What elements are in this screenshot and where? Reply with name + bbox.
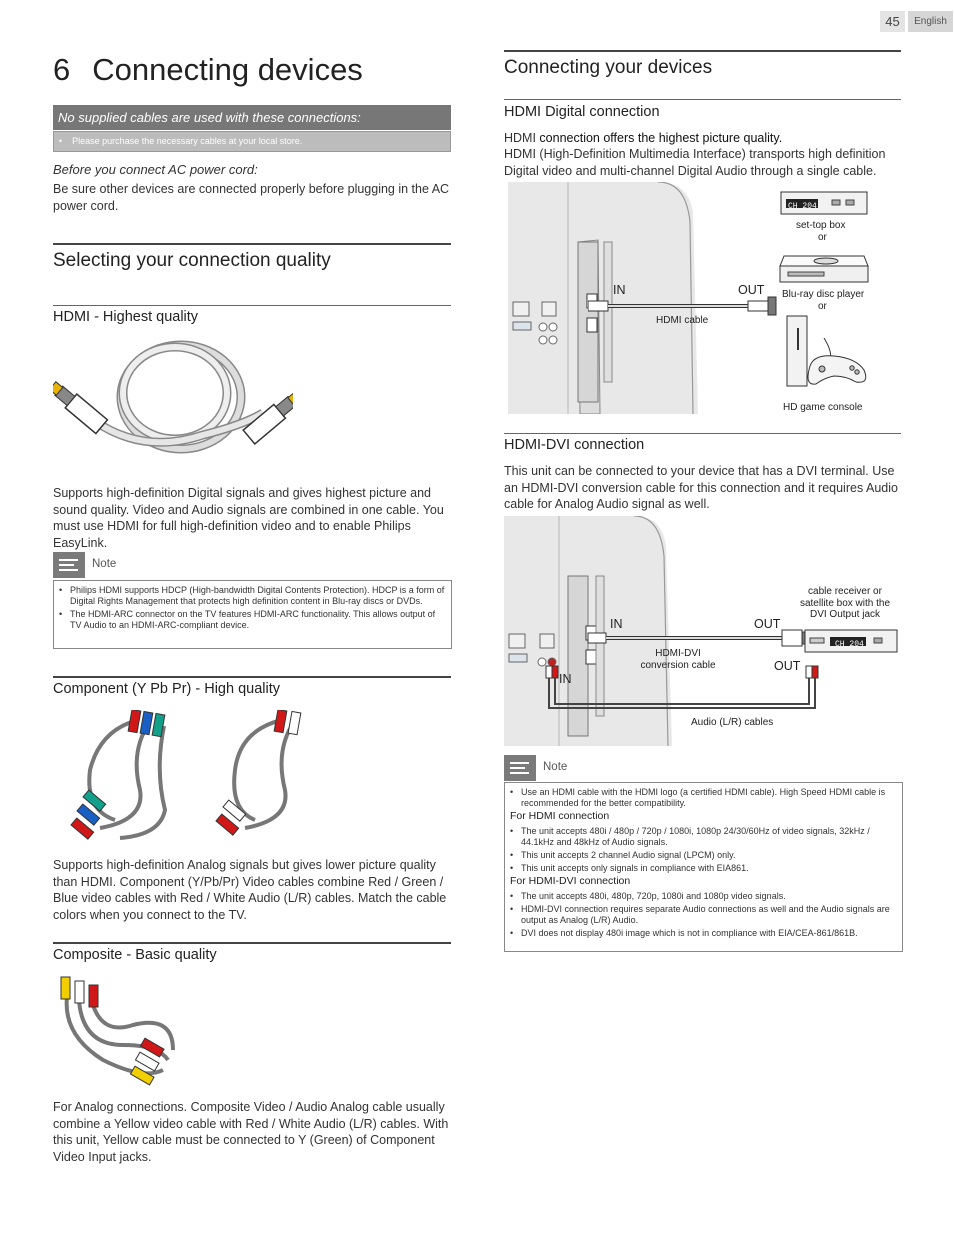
divider: [53, 676, 451, 678]
component-heading: Component (Y Pb Pr) - High quality: [53, 681, 281, 697]
note-item: • Use an HDMI cable with the HDMI logo (a certified HDMI cable). High Speed HDMI cable is recommended for the better compatibility.: [521, 787, 896, 809]
or-label: or: [818, 301, 827, 312]
hdmi-in-label: IN: [613, 283, 626, 297]
note-item: • Philips HDMI supports HDCP (High-bandwidth Digital Contents Protection). HDCP is a form of Digital Rights Management that protects high definition content in Blu-ray discs or DVDs.: [70, 585, 445, 607]
note-box: [504, 782, 903, 952]
cables-banner-title: No supplied cables are used with these connections:: [58, 110, 361, 125]
hdmi-cable-label: HDMI cable: [656, 315, 709, 326]
before-ac-heading: Before you connect AC power cord:: [53, 162, 258, 177]
hdmi-dvi-connection-diagram: [504, 516, 902, 746]
blu-ray-label: Blu-ray disc player: [782, 289, 865, 300]
note-item: • The HDMI-ARC connector on the TV features HDMI-ARC functionality. This allows output of TV Audio to an HDMI-ARC-compliant device.: [70, 609, 445, 631]
audio-cables-label: Audio (L/R) cables: [691, 717, 774, 728]
note-item: • The unit accepts 480i / 480p / 720p / 1080i, 1080p 24/30/60Hz of video signals, 32kHz / 44.1kHz and 48kHz of Audio signals.: [521, 826, 896, 848]
composite-text: For Analog connections. Composite Video / Audio Analog cable usually combine a Yellow video cable with Red / White Audio (L/R) cables. With this unit, Yellow cable must be connected to Y (Green) of Component Video Input jacks.: [53, 1100, 449, 1164]
before-ac-text: Be sure other devices are connected properly before plugging in the AC power cord.: [53, 182, 450, 213]
divider: [504, 99, 901, 100]
cables-banner-bullet: Please purchase the necessary cables at your local store.: [72, 136, 303, 146]
dvi-in-label: IN: [610, 617, 623, 631]
hdmi-dvi-cable-label: HDMI-DVI conversion cable: [640, 648, 716, 671]
receiver-label: cable receiver or satellite box with the DVI Output jack: [799, 586, 891, 620]
note-label: Note: [543, 761, 568, 773]
note-item: • HDMI-DVI connection requires separate Audio connections as well and the Audio signals are output as Analog (L/R) Audio.: [521, 904, 896, 926]
or-label: or: [818, 232, 827, 243]
blu-ray-player-icon: [778, 248, 870, 288]
game-console-icon: [784, 314, 874, 390]
note-item: • The unit accepts 480i, 480p, 720p, 1080i and 1080p video signals.: [521, 891, 896, 902]
note-label: Note: [92, 558, 117, 570]
divider: [53, 942, 451, 944]
hdmi-connection-diagram: [508, 182, 902, 414]
note-box: [53, 580, 452, 649]
audio-in-label: IN: [559, 672, 572, 686]
hdmi-digital-line1-text: connection offers the highest picture quality.: [535, 131, 783, 145]
divider: [53, 305, 451, 306]
note-icon: [53, 552, 85, 578]
hdmi-quality-heading: HDMI - Highest quality: [53, 309, 199, 325]
connecting-title: Connecting your devices: [504, 57, 713, 78]
note-item: • This unit accepts only signals in compliance with EIA861.: [521, 863, 896, 874]
chapter-title-text: Connecting devices: [92, 52, 363, 87]
note-icon: [504, 755, 536, 781]
hdmi-digital-text: HDMI (High-Definition Multimedia Interface) transports high definition Digital video and multi-channel Digital Audio through a single cable.: [504, 147, 886, 178]
set-top-box-display: CH 204: [788, 202, 817, 211]
divider: [53, 243, 451, 245]
hdmi-cable-image: [53, 335, 293, 475]
set-top-box-label: set-top box: [796, 220, 846, 231]
hdmi-digital-heading: HDMI Digital connection: [504, 104, 660, 120]
page-number: 45: [880, 11, 905, 32]
note-item: • This unit accepts 2 channel Audio signal (LPCM) only.: [521, 850, 896, 861]
dvi-out-label: OUT: [754, 617, 781, 631]
hdmi-dvi-heading: HDMI-DVI connection: [504, 437, 645, 453]
composite-cables-image: [53, 975, 188, 1095]
hdmi-dvi-text: This unit can be connected to your device that has a DVI terminal. Use an HDMI-DVI conversion cable for this connection and it requires Audio cable for Analog Audio signal as well.: [504, 464, 898, 511]
hdmi-digital-line1-prefix: HDMI: [504, 131, 536, 145]
note-subheading: For HDMI-DVI connection: [510, 875, 631, 887]
component-cables-image: [60, 710, 330, 850]
divider: [504, 50, 901, 52]
cables-banner: [53, 105, 451, 130]
cables-banner-note: • Please purchase the necessary cables at your local store.: [53, 131, 451, 152]
divider: [504, 433, 901, 434]
audio-out-label: OUT: [774, 659, 801, 673]
hdmi-out-label: OUT: [738, 283, 765, 297]
note-item: • DVI does not display 480i image which is not in compliance with EIA/CEA-861/861B.: [521, 928, 896, 939]
hdmi-quality-text: Supports high-definition Digital signals and gives highest picture and sound quality. Video and Audio signals are combined in one cable. You must use HDMI for full high-definition video and to enable Philips EasyLink.: [53, 486, 444, 550]
component-text: Supports high-definition Analog signals but gives lower picture quality than HDMI. Component (Y/Pb/Pr) Video cables combine Red / Green / Blue video cables with Red / White Audio (L/R) cables. Match the cable colors when you connect to the TV.: [53, 858, 447, 922]
quality-section-title: Selecting your connection quality: [53, 250, 331, 271]
receiver-display: CH 204: [835, 640, 864, 649]
game-console-label: HD game console: [783, 402, 863, 413]
chapter-title: [53, 52, 363, 88]
language-tab: English: [908, 11, 953, 32]
hdmi-digital-line1: [504, 130, 901, 147]
note-subheading: For HDMI connection: [510, 810, 610, 822]
chapter-number: 6: [53, 52, 71, 87]
composite-heading: Composite - Basic quality: [53, 947, 217, 963]
